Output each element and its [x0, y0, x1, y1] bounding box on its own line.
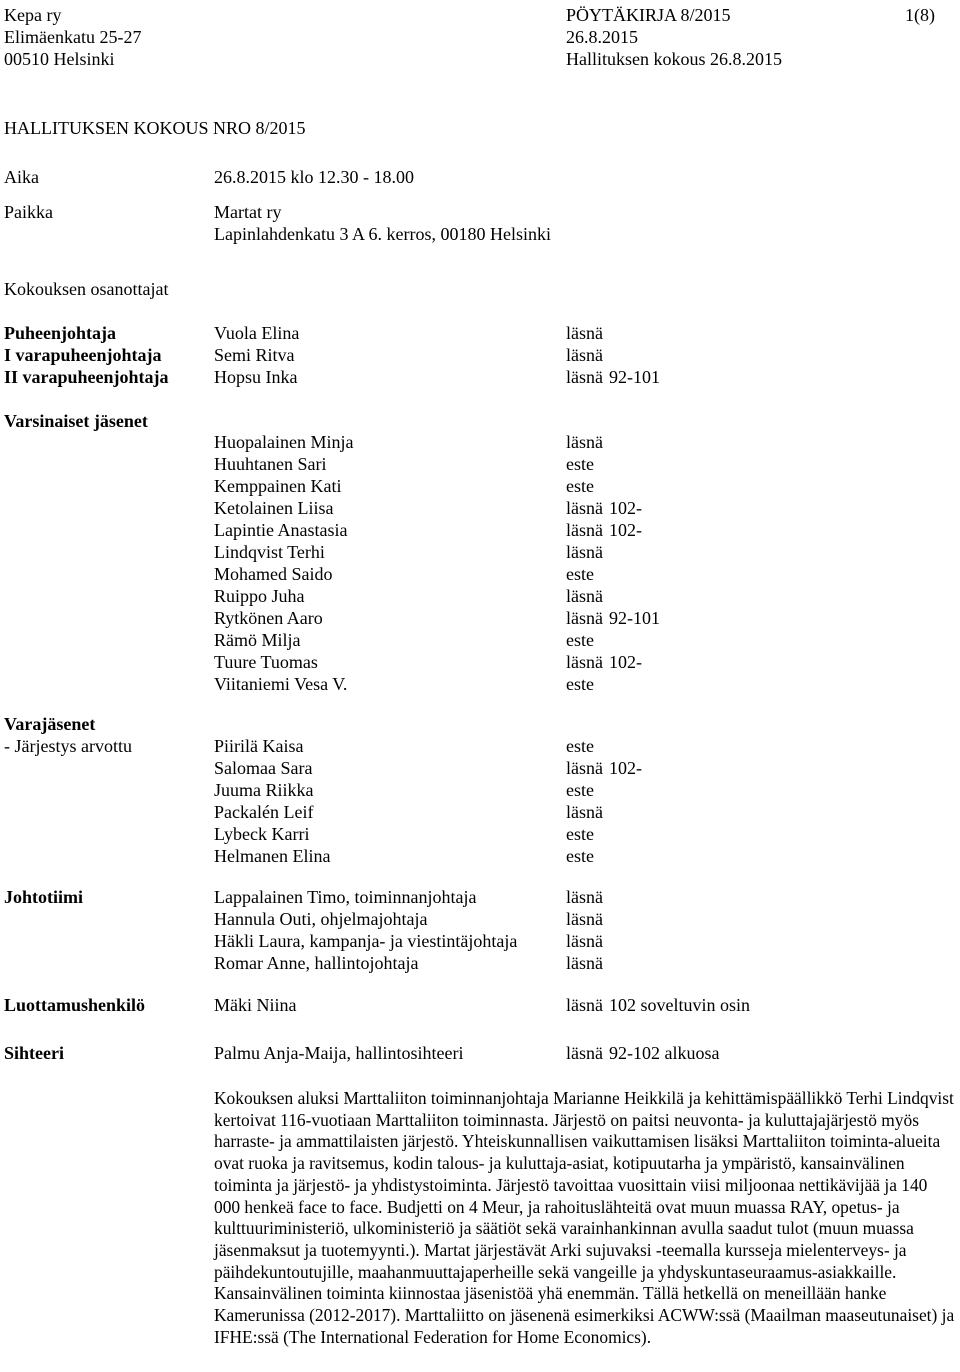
deputy-status: este: [566, 824, 594, 844]
chair-status: läsnä: [566, 345, 603, 365]
management-status: läsnä: [566, 909, 603, 929]
deputies-heading: Varajäsenet: [4, 714, 96, 734]
management-name: Romar Anne, hallintojohtaja: [214, 953, 419, 973]
deputy-name: Salomaa Sara: [214, 758, 313, 778]
member-status: läsnä 102-: [566, 498, 642, 518]
deputy-status: läsnä 102-: [566, 758, 642, 778]
meeting-intro-paragraph: Kokouksen aluksi Marttaliiton toiminnanjohtaja Marianne Heikkilä ja kehittämispäällikkö Terhi Lindqvist kertoivat 116-vuotiaan Marttaliiton toiminnasta. Järjestö on paitsi neuvonta- ja kuluttajajärjestö myös harraste- ja ammattilaisten järjestö. Yhteiskunnallisen vaikuttamisen lisäksi Marttaliiton toiminta-alueita ovat ruoka ja ravitsemus, kodin talous- ja kuluttaja-asiat, kotipuutarha ja ympäristö, kansainvälinen toiminta ja järjestö- ja yhdistystoiminta. Järjestö tavoittaa vuosittain viisi miljoonaa nettikävijää ja 140 000 henkeä face to face. Budjetti on 4 Meur, ja rahoituslähteitä ovat muun muassa RAY, opetus- ja kulttuuriministeriö, ulkoministeriö ja säätiöt sekä varainhankinnan avulla saadut tulot (muun muassa jäsenmaksut ja tuotemyynti.). Martat järjestävät Arki sujuvaksi -teemalla kursseja mielenterveys- ja päihdekuntoutujille, maahanmuuttajaperheille sekä vangeille ja yhdyskuntaseuraamus-asiakkaille. Kansainvälinen toiminta kiinnostaa jäsenistöä yhä enemmän. Tällä hetkellä on meneillään hanke Kamerunissa (2012-2017). Marttaliitto on jäsenenä esimerkiksi ACWW:ssä (Maailman maaseutunaiset) ja IFHE:ssä (The International Federation for Home Economics).: [214, 1088, 955, 1347]
deputy-status-list: [566, 735, 642, 867]
secretary-name: Palmu Anja-Maija, hallintosihteeri: [214, 1043, 464, 1063]
management-name: Hannula Outi, ohjelmajohtaja: [214, 909, 428, 929]
member-name: Viitaniemi Vesa V.: [214, 674, 348, 694]
management-status-list: [566, 886, 603, 974]
chair-name: Vuola Elina: [214, 323, 300, 343]
doc-info: [566, 4, 782, 70]
member-status-list: [566, 431, 660, 695]
deputy-status: este: [566, 736, 594, 756]
member-name: Kemppainen Kati: [214, 476, 342, 496]
deputy-name: Helmanen Elina: [214, 846, 331, 866]
paikka-line: Martat ry: [214, 202, 282, 222]
member-status: este: [566, 630, 594, 650]
deputies-subheading: - Järjestys arvottu: [4, 736, 132, 756]
member-name: Rytkönen Aaro: [214, 608, 323, 628]
doc-meeting: Hallituksen kokous 26.8.2015: [566, 49, 782, 69]
chair-role: Puheenjohtaja: [4, 323, 116, 343]
org-city: 00510 Helsinki: [4, 49, 115, 69]
secretary-label: Sihteeri: [4, 1043, 64, 1063]
paikka-label: Paikka: [4, 202, 53, 222]
doc-date: 26.8.2015: [566, 27, 638, 47]
member-status: läsnä 102-: [566, 652, 642, 672]
trustee-name: Mäki Niina: [214, 995, 297, 1015]
trustee-label: Luottamushenkilö: [4, 995, 146, 1015]
member-name: Ruippo Juha: [214, 586, 305, 606]
paikka-line: Lapinlahdenkatu 3 A 6. kerros, 00180 Helsinki: [214, 224, 551, 244]
member-status: läsnä: [566, 586, 603, 606]
member-name: Rämö Milja: [214, 630, 301, 650]
management-heading: Johtotiimi: [4, 887, 83, 907]
chair-name: Hopsu Inka: [214, 367, 298, 387]
trustee-status: läsnä 102 soveltuvin osin: [566, 995, 750, 1015]
management-list: [214, 886, 517, 974]
doc-type: PÖYTÄKIRJA 8/2015: [566, 5, 731, 25]
management-status: läsnä: [566, 953, 603, 973]
status-text: läsnä: [566, 367, 603, 387]
deputy-name: Piirilä Kaisa: [214, 736, 304, 756]
member-status: este: [566, 454, 594, 474]
member-status: este: [566, 674, 594, 694]
deputy-status: este: [566, 846, 594, 866]
management-name: Häkli Laura, kampanja- ja viestintäjohtaja: [214, 931, 518, 951]
chair-role: II varapuheenjohtaja: [4, 367, 169, 387]
page-number: 1(8): [905, 5, 935, 25]
chair-role: I varapuheenjohtaja: [4, 345, 162, 365]
members-heading: Varsinaiset jäsenet: [4, 411, 148, 431]
org-address: [4, 4, 141, 70]
management-name: Lappalainen Timo, toiminnanjohtaja: [214, 887, 477, 907]
management-status: läsnä: [566, 931, 603, 951]
page-title: HALLITUKSEN KOKOUS NRO 8/2015: [4, 118, 306, 138]
member-name: Huopalainen Minja: [214, 432, 354, 452]
item-note: 92-101: [608, 367, 660, 387]
org-street: Elimäenkatu 25-27: [4, 27, 142, 47]
deputy-status: este: [566, 780, 594, 800]
deputy-list: [214, 735, 330, 867]
chair-status: läsnä: [566, 323, 603, 343]
chair-name: Semi Ritva: [214, 345, 295, 365]
member-status: läsnä: [566, 542, 603, 562]
member-list: [214, 431, 353, 695]
member-name: Huuhtanen Sari: [214, 454, 327, 474]
member-status: este: [566, 564, 594, 584]
member-status: este: [566, 476, 594, 496]
paikka-value: [214, 201, 551, 245]
secretary-status: läsnä 92-102 alkuosa: [566, 1043, 720, 1063]
chair-status: [566, 366, 660, 388]
participants-heading: Kokouksen osanottajat: [4, 279, 169, 299]
member-name: Mohamed Saido: [214, 564, 333, 584]
deputy-name: Juuma Riikka: [214, 780, 314, 800]
aika-value: 26.8.2015 klo 12.30 - 18.00: [214, 167, 414, 187]
member-name: Lapintie Anastasia: [214, 520, 348, 540]
member-name: Ketolainen Liisa: [214, 498, 334, 518]
aika-label: Aika: [4, 167, 39, 187]
member-status: läsnä: [566, 432, 603, 452]
member-name: Tuure Tuomas: [214, 652, 318, 672]
deputy-name: Lybeck Karri: [214, 824, 310, 844]
org-name: Kepa ry: [4, 5, 62, 25]
member-name: Lindqvist Terhi: [214, 542, 325, 562]
management-status: läsnä: [566, 887, 603, 907]
deputy-status: läsnä: [566, 802, 603, 822]
member-status: läsnä 92-101: [566, 608, 660, 628]
deputy-name: Packalén Leif: [214, 802, 314, 822]
member-status: läsnä 102-: [566, 520, 642, 540]
